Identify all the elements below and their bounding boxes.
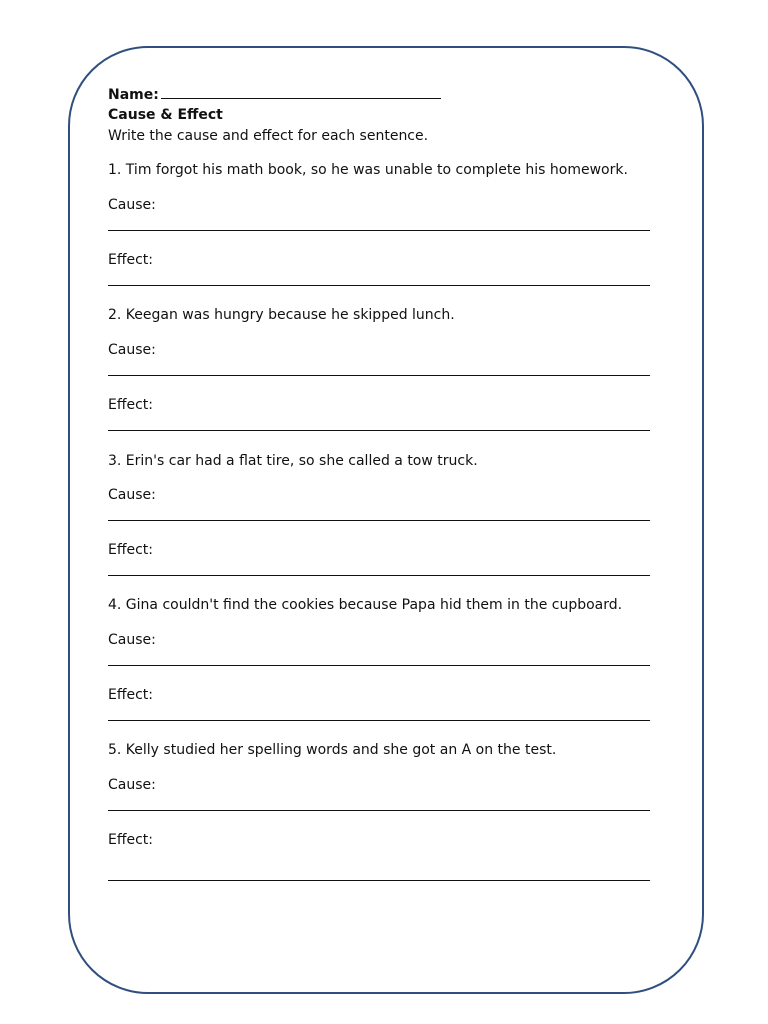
effect-answer-line-2[interactable]	[108, 430, 650, 431]
cause-answer-line-5[interactable]	[108, 810, 650, 811]
question-5: 5. Kelly studied her spelling words and she got an A on the test.	[108, 742, 557, 758]
question-1: 1. Tim forgot his math book, so he was unable to complete his homework.	[108, 162, 628, 178]
name-blank[interactable]	[161, 84, 441, 99]
effect-answer-line-5[interactable]	[108, 880, 650, 881]
effect-answer-line-3[interactable]	[108, 575, 650, 576]
effect-label-4: Effect:	[108, 687, 154, 703]
cause-answer-line-4[interactable]	[108, 665, 650, 666]
cause-label-3: Cause:	[108, 487, 156, 503]
name-row	[108, 84, 441, 104]
cause-answer-line-1[interactable]	[108, 230, 650, 231]
effect-answer-line-1[interactable]	[108, 285, 650, 286]
cause-label-1: Cause:	[108, 197, 156, 213]
cause-answer-line-3[interactable]	[108, 520, 650, 521]
cause-label-5: Cause:	[108, 777, 156, 793]
instructions: Write the cause and effect for each sentence.	[108, 128, 429, 144]
question-3: 3. Erin's car had a flat tire, so she called a tow truck.	[108, 453, 478, 469]
question-4: 4. Gina couldn't find the cookies because Papa hid them in the cupboard.	[108, 597, 623, 613]
effect-label-1: Effect:	[108, 252, 154, 268]
effect-answer-line-4[interactable]	[108, 720, 650, 721]
effect-label-5: Effect:	[108, 832, 154, 848]
question-2: 2. Keegan was hungry because he skipped lunch.	[108, 307, 455, 323]
cause-answer-line-2[interactable]	[108, 375, 650, 376]
cause-label-4: Cause:	[108, 632, 156, 648]
effect-label-3: Effect:	[108, 542, 154, 558]
cause-label-2: Cause:	[108, 342, 156, 358]
worksheet-title: Cause & Effect	[108, 107, 223, 123]
effect-label-2: Effect:	[108, 397, 154, 413]
name-label: Name:	[108, 87, 159, 103]
